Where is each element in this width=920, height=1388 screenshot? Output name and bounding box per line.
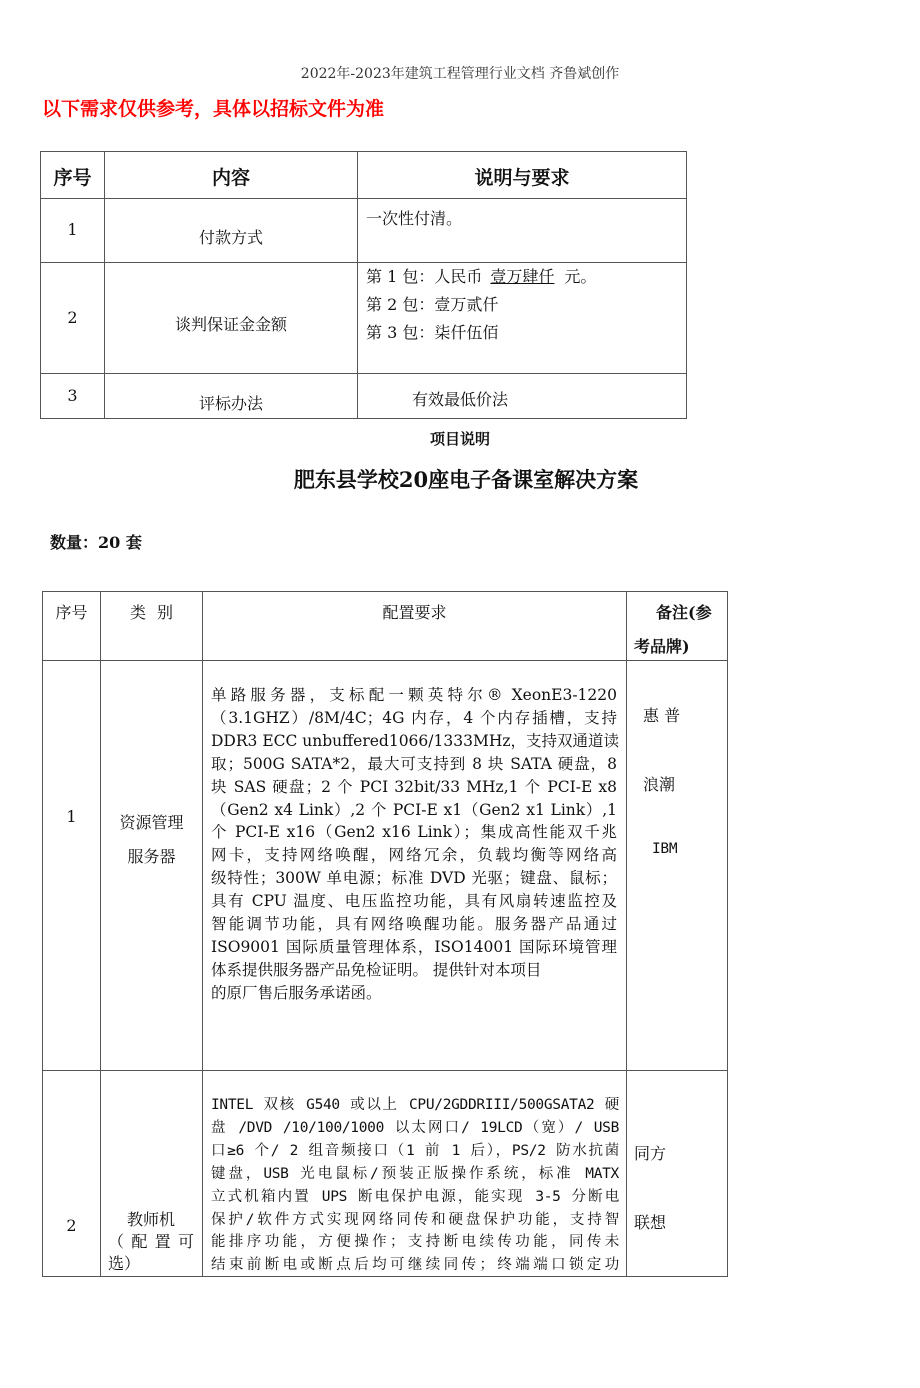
row-no: 2: [67, 308, 78, 327]
deposit-line-1: 第 1 包：人民币 壹万肆仟 元。: [366, 267, 597, 286]
row-desc: 有效最低价法: [412, 390, 509, 409]
row-no: 1: [67, 220, 78, 239]
brand: 惠 普: [643, 706, 681, 725]
section-label: 项目说明: [429, 430, 490, 448]
header-brand: 备注(参: [656, 603, 712, 622]
brand: 联想: [634, 1213, 667, 1232]
header-spec: 配置要求: [382, 603, 447, 622]
quantity: 数量：20 套: [50, 533, 142, 552]
header-category: 类 别: [129, 603, 174, 622]
row-category: 资源管理 服务器: [119, 813, 184, 866]
row-spec: 单路服务器，支标配一颗英特尔® XeonE3-1220 （3.1GHZ）/8M/4C；4G 内存，4 个内存插槽，支持 DDR3 ECC unbuffered1066/1333MHz，支持双通道读 取；500G SATA*2，最大可支持到 8 块 SATA 硬盘，8 块 SAS 硬盘；2 个 PCI 32bit/33 MHz,1 个 PCI-E x8 （Gen2 x4 Link）,2 个 PCI-E x1（Gen2 x1 Link）,1 个 PCI-E x16（Gen2 x16 Link）；集成高性能双千兆 网卡，支持网络唤醒，网络冗余，负载均衡等网络高 级特性；300W 单电源；标准 DVD 光驱；键盘、鼠标； 具有 CPU 温度、电压监控功能，具有风扇转速监控及 智能调节功能，具有网络唤醒功能。服务器产品通过 ISO9001 国际质量管理体系，ISO14001 国际环境管理 体系提供服务器产品免检证明。 提供针对本项目 的原厂售后服务承诺函。: [211, 686, 620, 1002]
brand: 同方: [634, 1144, 667, 1163]
row-no: 2: [66, 1216, 77, 1235]
header-desc: 说明与要求: [474, 167, 570, 189]
deposit-line-2: 第 2 包：壹万贰仟: [366, 295, 499, 314]
brand: IBM: [652, 841, 678, 857]
row-item: 付款方式: [198, 228, 263, 247]
row-item: 评标办法: [198, 394, 263, 413]
brand: 浪潮: [643, 775, 676, 794]
page-title: 肥东县学校20座电子备课室解决方案: [293, 467, 639, 492]
header-brand-2: 考品牌): [634, 637, 690, 656]
row-desc: 一次性付清。: [366, 209, 463, 228]
row-no: 3: [67, 386, 78, 405]
page-header: 2022年-2023年建筑工程管理行业文档 齐鲁斌创作: [300, 66, 620, 82]
row-no: 1: [66, 807, 77, 826]
row-spec: INTEL 双核 G540 或以上 CPU/2GDDRIII/500GSATA2 硬 盘 /DVD /10/100/1000 以太网口/ 19LCD（宽）/ USB 口≥6 个/ 2 组音频接口（1 前 1 后），PS/2 防水抗菌 键盘，USB 光电鼠标/预装正版操作系统，标准 MATX 立式机箱内置 UPS 断电保护电源，能实现 3-5 分断电 保护/软件方式实现网络同传和硬盘保护功能，支持智 能排序功能，方便操作；支持断电续传功能，同传未 结束前断电或断点后均可继续同传；终端端口锁定功: [211, 1097, 619, 1274]
deposit-line-3: 第 3 包：柒仟伍佰: [366, 323, 499, 342]
header-no: 序号: [55, 603, 88, 622]
row-item: 谈判保证金金额: [174, 315, 287, 334]
header-content: 内容: [211, 167, 250, 189]
row-category: 教师机 （配置可 选）: [108, 1210, 194, 1273]
header-no: 序号: [53, 167, 92, 189]
notice: 以下需求仅供参考，具体以招标文件为准: [42, 98, 385, 120]
